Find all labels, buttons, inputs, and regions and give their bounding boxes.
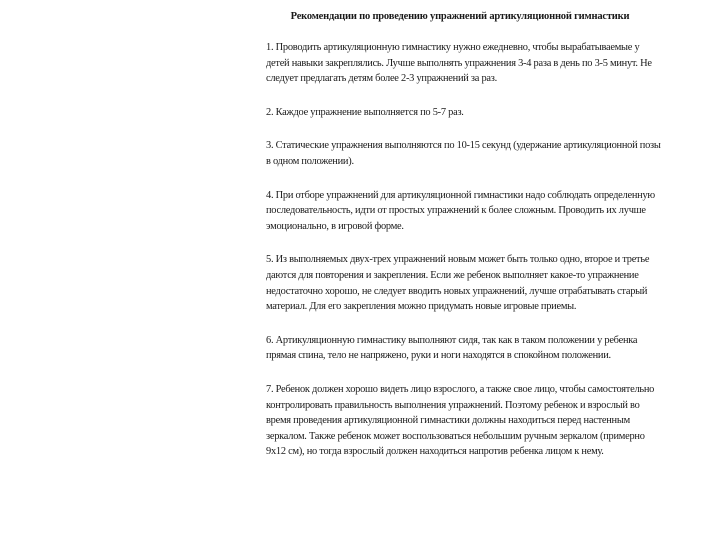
recommendation-item-4: 4. При отборе упражнений для артикуляционной гимнастики надо соблюдать определенную последовательность, идти от простых упражнений к более сложным. Проводить их лучше эмоционально, в игровой форме. <box>266 189 655 232</box>
recommendation-item-6: 6. Артикуляционную гимнастику выполняют сидя, так как в таком положении у ребенка прямая спина, тело не напряжено, руки и ноги находятся в спокойном положении. <box>266 334 638 362</box>
recommendation-item-3: 3. Статические упражнения выполняются по 10-15 секунд (удержание артикуляционной позы в одном положении). <box>266 140 661 167</box>
document-title: Рекомендации по проведению упражнений артикуляционной гимнастики <box>290 11 630 22</box>
recommendation-item-1: 1. Проводить артикуляционную гимнастику нужно ежедневно, чтобы вырабатываемые у детей навыки закреплялись. Лучше выполнять упражнения 3-4 раза в день по 3-5 минут. Не следует предлагать детям более 2-3 упражнений за раз. <box>266 42 652 85</box>
recommendation-item-5: 5. Из выполняемых двух-трех упражнений новым может быть только одно, второе и третье даются для повторения и закрепления. Если же ребенок выполняет какое-то упражнение недостаточно хорошо, не следует вводить новых упражнений, лучше отрабатывать старый материал. Для его закрепления можно придумать новые игровые приемы. <box>266 254 650 313</box>
recommendation-item-2: 2. Каждое упражнение выполняется по 5-7 раз. <box>266 106 464 118</box>
recommendation-item-7: 7. Ребенок должен хорошо видеть лицо взрослого, а также свое лицо, чтобы самостоятельно контролировать правильность выполнения упражнений. Поэтому ребенок и взрослый во время проведения артикуляционной гимнастики должны находиться перед настенным зеркалом. Также ребенок может воспользоваться небольшим ручным зеркалом (примерно 9x12 см), но тогда взрослый должен находиться напротив ребенка лицом к нему. <box>266 383 655 458</box>
recommendations-list <box>266 40 662 478</box>
